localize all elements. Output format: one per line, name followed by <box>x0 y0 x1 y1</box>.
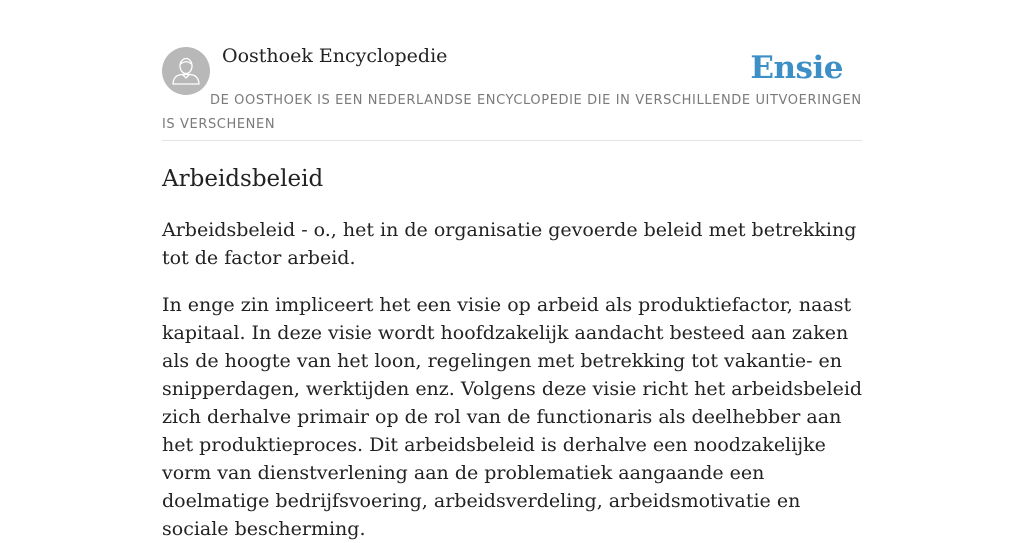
brand-logo-link[interactable]: Ensie <box>750 50 843 86</box>
article-paragraph: Arbeidsbeleid - o., het in de organisatie gevoerde beleid met betrekking tot de factor arbeid. <box>162 219 857 269</box>
article-title: Arbeidsbeleid <box>162 166 324 192</box>
site-header <box>162 0 862 141</box>
article-paragraph: In enge zin impliceert het een visie op arbeid als produktiefactor, naast kapitaal. In deze visie wordt hoofdzakelijk aandacht besteed aan zaken als de hoogte van het loon, regelingen met betrekking tot vakantie- en snipperdagen, werktijden enz. Volgens deze visie richt het arbeidsbeleid zich derhalve primair op de rol van de functionaris als deelhebber aan het produktieproces. Dit arbeidsbeleid is derhalve een noodzakelijke vorm van dienstverlening aan de problematiek aangaande een doelmatige bedrijfsvoering, arbeidsverdeling, arbeidsmotivatie en sociale bescherming. <box>162 294 863 540</box>
article <box>162 160 867 543</box>
user-avatar-icon[interactable] <box>162 47 210 95</box>
site-tagline: DE OOSTHOEK IS EEN NEDERLANDSE ENCYCLOPEDIE DIE IN VERSCHILLENDE UITVOERINGEN IS VERSCHENEN <box>162 93 862 132</box>
site-name-link[interactable]: Oosthoek Encyclopedie <box>222 45 448 67</box>
